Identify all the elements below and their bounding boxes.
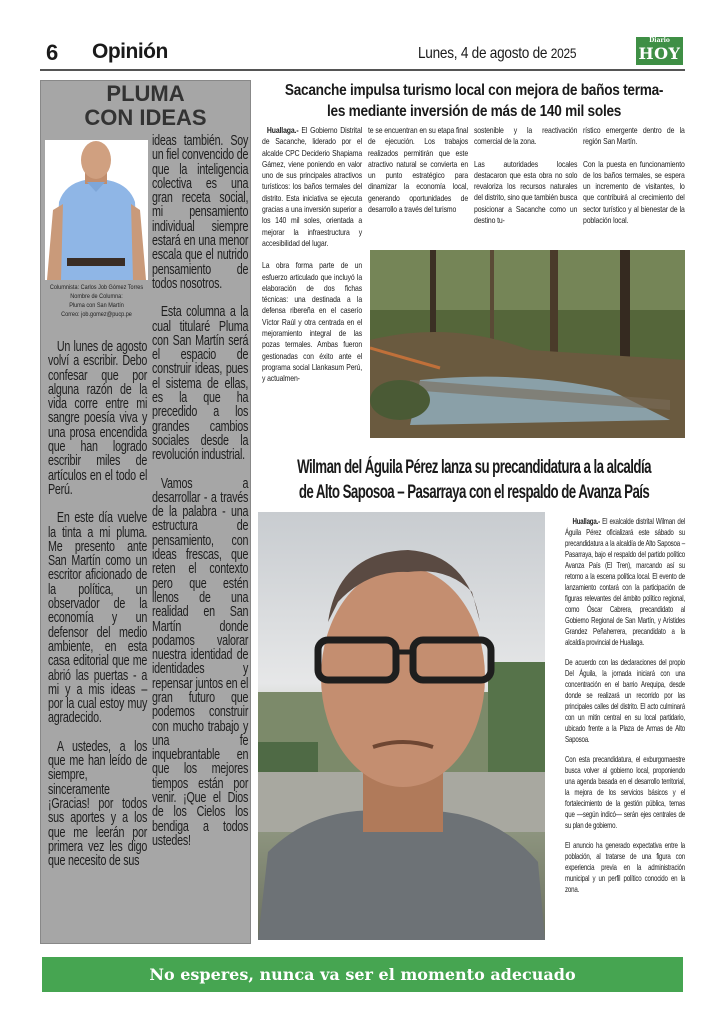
paragraph: En este día vuelve la tinta a mi pluma. Me presento ante San Martín como un escritor aficionado de la política, un observador de la economía y un defensor del medio ambiente, en esta casa editorial que me abrió las puertas - a mi y a mis ideas – por la cual estoy muy agradecido. bbox=[48, 510, 148, 727]
paragraph: El Gobierno Distrital de Sacanche, liderado por el alcalde CPC Deciderio Shapiama Gámez, viene poniendo en valor uno de sus principales atractivos turísticos: los baños termales del distrito. Esta iniciativa se ejecuta gracias a una inversión superior a los 140 mil soles, orientada a mejorar la infraestructura y accesibilidad del lugar. bbox=[262, 125, 363, 248]
paragraph: Vamos a desarrollar - a través de la palabra - una estructura de pensamiento, con ideas frescas, que reten el contexto pero que estén llenos de una realidad en San Martín donde podamos valorar nuestra identidad de identidades y repensar juntos en el gran futuro que podemos construir con mucho trabajo y una fe inquebrantable en que los mejores tiempos están por venir. ¡Que el Dios de los Cielos los bendiga a todos ustedes! bbox=[152, 475, 249, 849]
headline-line: Sacanche impulsa turismo local con mejora de baños terma- bbox=[284, 82, 664, 99]
article1-col1 bbox=[262, 125, 362, 396]
headline-line: les mediante inversión de más de 140 mil soles bbox=[326, 103, 622, 120]
columnist-caption bbox=[40, 283, 153, 319]
paragraph: Con esta precandidatura, el exburgomaestre busca volver al gobierno local, proponiendo una agenda basada en el desarrollo territorial, la mejora de los servicios básicos y el fortalecimiento de la gestión pública, temas que —según indicó— serán ejes centrales de su plan de gobierno. bbox=[565, 755, 685, 830]
headline-line: Wilman del Águila Pérez lanza su precandidatura a la alcaldía bbox=[297, 457, 651, 478]
section-title: Opinión bbox=[92, 40, 168, 63]
caption-line: Nombre de Columna: bbox=[70, 293, 123, 300]
columnist-photo bbox=[45, 140, 148, 280]
candidate-photo bbox=[258, 512, 545, 940]
paragraph: Esta columna a la cual titularé Pluma con San Martín será el espacio de construir ideas, pues el sistema de ellas, es la que ha precedido a los grandes cambios sociales desde la revolución industrial. bbox=[152, 304, 249, 464]
dateline: Huallaga.- bbox=[572, 517, 600, 526]
article2-headline bbox=[256, 455, 692, 505]
paragraph: Un lunes de agosto volví a escribir. Debo confesar que por alguna razón de la vida corre entre mi sangre poesía viva y una prosa encendida que han logrado escribir miles de artículos en el todo el Perú. bbox=[48, 339, 148, 498]
paragraph: El anuncio ha generado expectativa entre la población, al tratarse de una figura con experiencia previa en la administración municipal y un perfil político conocido en la zona. bbox=[565, 841, 685, 894]
paragraph: ideas también. Soy un fiel convencido de que la inteligencia colectiva es una gran receta social, mi pensamiento individual siempre estará en una menor escala que el nutrido pensamiento de todos nosotros. bbox=[152, 133, 249, 292]
paragraph: te se encuentran en su etapa final de ejecución. Los trabajos realizados permitirán que este atractivo natural se convierta en un punto estratégico para dinamizar la economía local, generando oportunidades de desarrollo a través del turismo bbox=[368, 125, 469, 215]
column-title-line: PLUMA bbox=[106, 81, 185, 106]
column-title-line: CON IDEAS bbox=[84, 105, 207, 130]
paragraph: De acuerdo con las declaraciones del propio Del Águila, la jornada iniciará con una concentración en el barrio Arequipa, desde donde se realizará un recorrido por las principales calles del distrito. El acto culminará con un mitin central en su local partidario, ubicado frente a la Plaza de Armas de Alto Saposoa. bbox=[565, 658, 685, 744]
paragraph: sostenible y la reactivación comercial de la zona. bbox=[474, 125, 578, 147]
caption-line: Columnista: Carlos Job Gómez Torres bbox=[49, 284, 144, 291]
article1-col3 bbox=[474, 125, 577, 237]
logo-top: Diario bbox=[649, 37, 670, 44]
paragraph: Las autoridades locales destacaron que esta obra no solo revaloriza los recursos naturales del distrito, sino que también busca posicionar a Sacanche como un destino tu- bbox=[474, 158, 578, 226]
logo-main: HOY bbox=[638, 44, 681, 63]
column-title bbox=[40, 82, 251, 130]
footer-banner: No esperes, nunca va ser el momento adecuado bbox=[42, 957, 683, 992]
header-divider bbox=[40, 69, 685, 71]
issue-date bbox=[418, 45, 576, 63]
paragraph: rístico emergente dentro de la región San Martín. bbox=[583, 125, 685, 147]
caption-line: Correo: job.gomez@pucp.pe bbox=[61, 311, 132, 318]
article1-col2 bbox=[368, 125, 468, 226]
headline-line: de Alto Saposoa – Pasarraya con el respaldo de Avanza País bbox=[298, 482, 650, 503]
page-number: 6 bbox=[46, 40, 59, 65]
paragraph: La obra forma parte de un esfuerzo articulado que incluyó la elaboración de dos fichas técnicas: una destinada a la defensa ribereña en el caserío Víctor Raúl y otra centrada en el mejoramiento integral de las pozas termales. Ambas fueron gestionadas con éxito ante el programa social Llankasum Perú, y actualmen- bbox=[262, 260, 363, 384]
dateline: Huallaga.- bbox=[266, 125, 299, 135]
newspaper-logo bbox=[636, 37, 683, 65]
date-text: Lunes, 4 de agosto de bbox=[418, 45, 548, 62]
paragraph: A ustedes, a los que me han leído de siempre, sinceramente ¡Gracias! por todos sus aportes y a los que me leerán por primera vez les digo que necesito de sus bbox=[48, 738, 148, 870]
column-text-left bbox=[48, 340, 147, 882]
column-text-right bbox=[152, 134, 248, 862]
paragraph: Con la puesta en funcionamiento de los baños termales, se espera un incremento de visitantes, lo que contribuirá al crecimiento del sector turístico y al bienestar de la población local. bbox=[583, 158, 685, 226]
paragraph: El exalcalde distrital Wilman del Águila Pérez oficializará este sábado su precandidatura a la alcaldía de Alto Saposoa – Pasarraya, bajo el respaldo del partido político Avanza País (El Tren), marcando así su retorno a la escena política local. El evento de lanzamiento contará con la participación de figuras relevantes del ámbito político regional, como Óscar Cabrera, precandidato al Gobierno Regional de San Martín, y Arístides Grandez Peñaherrera, precandidato a la alcaldía provincial de Huallaga. bbox=[565, 517, 685, 647]
article1-col4 bbox=[583, 125, 685, 237]
article2-text bbox=[565, 516, 685, 904]
thermal-baths-photo bbox=[370, 250, 685, 438]
date-year: 2025 bbox=[550, 45, 577, 61]
article1-headline bbox=[258, 80, 690, 122]
caption-line: Pluma con San Martín bbox=[69, 302, 124, 309]
